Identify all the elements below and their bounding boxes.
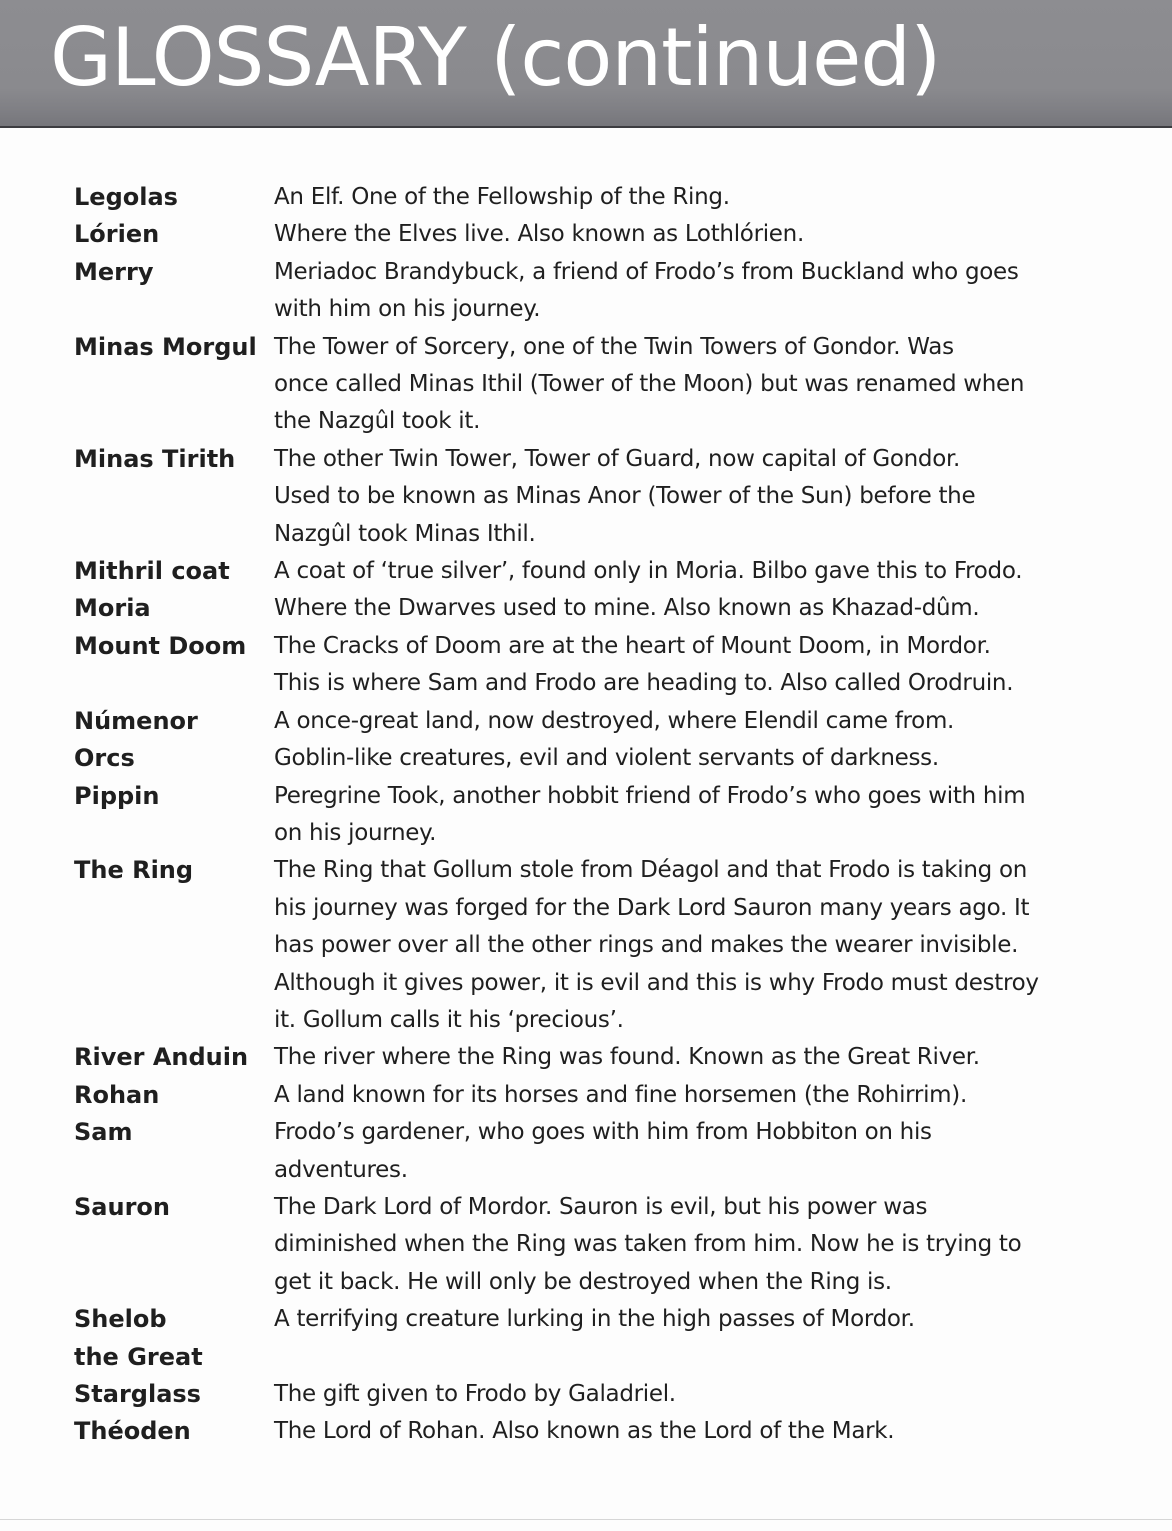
- definition-line: has power over all the other rings and makes the wearer invisible.: [274, 932, 1019, 959]
- glossary-definition: [274, 590, 1114, 627]
- glossary-term: Minas Morgul: [74, 332, 257, 361]
- glossary-entry: [74, 628, 1114, 703]
- definition-line: on his journey.: [274, 819, 437, 846]
- definition-line: Where the Elves live. Also known as Lothlórien.: [274, 221, 804, 248]
- glossary-entry: [74, 1376, 1114, 1413]
- glossary-term: Rohan: [74, 1080, 160, 1109]
- definition-line: [274, 1339, 1114, 1376]
- definition-line: once called Minas Ithil (Tower of the Moon) but was renamed when: [274, 371, 1025, 398]
- glossary-entry: [74, 703, 1114, 740]
- glossary-entry: [74, 852, 1114, 1039]
- glossary-term: Théoden: [74, 1417, 191, 1446]
- glossary-definition: [274, 1039, 1114, 1076]
- glossary-definition: [274, 179, 1114, 216]
- glossary-entry: [74, 254, 1114, 329]
- glossary-term: Sauron: [74, 1192, 170, 1221]
- glossary-definition: [274, 1114, 1114, 1189]
- glossary-definition: [274, 553, 1114, 590]
- glossary-definition: [274, 628, 1114, 703]
- glossary-definition: [274, 1376, 1114, 1413]
- glossary-entry: [74, 1039, 1114, 1076]
- definition-line: The Cracks of Doom are at the heart of Mount Doom, in Mordor.: [274, 632, 991, 659]
- definition-line: Used to be known as Minas Anor (Tower of the Sun) before the: [274, 483, 976, 510]
- glossary-entry: [74, 179, 1114, 216]
- definition-line: An Elf. One of the Fellowship of the Ring.: [274, 184, 730, 210]
- glossary-definition: [274, 703, 1114, 740]
- glossary-term: The Ring: [74, 856, 194, 885]
- glossary-definition: [274, 1189, 1114, 1301]
- glossary-definition: [274, 1301, 1114, 1376]
- glossary-definition: [274, 1413, 1114, 1450]
- glossary-term: Mount Doom: [74, 631, 247, 660]
- glossary-definition: [274, 740, 1114, 777]
- definition-line: The Ring that Gollum stole from Déagol and that Frodo is taking on: [274, 857, 1028, 884]
- definition-line: This is where Sam and Frodo are heading to. Also called Orodruin.: [274, 670, 1014, 697]
- header-band: [0, 0, 1172, 128]
- glossary-entry: [74, 216, 1114, 253]
- glossary-definition: [274, 254, 1114, 329]
- definition-line: diminished when the Ring was taken from him. Now he is trying to: [274, 1231, 1022, 1258]
- glossary-term: Númenor: [74, 706, 198, 735]
- definition-line: Nazgûl took Minas Ithil.: [274, 520, 536, 547]
- glossary-term: Moria: [74, 594, 151, 623]
- glossary-entry: [74, 1413, 1114, 1450]
- glossary-definition: [274, 1077, 1114, 1114]
- glossary-list: [74, 179, 1114, 1451]
- page-edge: [0, 1519, 1172, 1520]
- glossary-term: Pippin: [74, 781, 160, 810]
- glossary-definition: [274, 441, 1114, 553]
- glossary-term: Minas Tirith: [74, 444, 236, 473]
- definition-line: Peregrine Took, another hobbit friend of Frodo’s who goes with him: [274, 782, 1026, 809]
- definition-line: with him on his journey.: [274, 296, 541, 323]
- glossary-definition: [274, 778, 1114, 853]
- definition-line: A land known for its horses and fine horsemen (the Rohirrim).: [274, 1081, 967, 1108]
- glossary-definition: [274, 852, 1114, 1039]
- glossary-entry: [74, 329, 1114, 441]
- definition-line: A once-great land, now destroyed, where Elendil came from.: [274, 707, 955, 734]
- definition-line: his journey was forged for the Dark Lord Sauron many years ago. It: [274, 894, 1030, 921]
- glossary-entry: [74, 590, 1114, 627]
- glossary-term: Orcs: [74, 744, 135, 773]
- glossary-term: Starglass: [74, 1380, 201, 1408]
- definition-line: A terrifying creature lurking in the high passes of Mordor.: [274, 1306, 915, 1333]
- glossary-term: River Anduin: [74, 1043, 249, 1072]
- definition-line: the Nazgûl took it.: [274, 408, 481, 435]
- definition-line: The Lord of Rohan. Also known as the Lord of the Mark.: [274, 1418, 895, 1445]
- glossary-entry: [74, 553, 1114, 590]
- definition-line: Where the Dwarves used to mine. Also known as Khazad-dûm.: [274, 595, 980, 622]
- glossary-entry: [74, 740, 1114, 777]
- glossary-entry: [74, 1189, 1114, 1301]
- definition-line: The other Twin Tower, Tower of Guard, now capital of Gondor.: [274, 445, 961, 472]
- glossary-term: Mithril coat: [74, 557, 230, 586]
- definition-line: adventures.: [274, 1156, 408, 1183]
- glossary-definition: [274, 329, 1114, 441]
- definition-line: get it back. He will only be destroyed when the Ring is.: [274, 1268, 892, 1295]
- glossary-term: Sam: [74, 1118, 133, 1147]
- glossary-entry: [74, 441, 1114, 553]
- glossary-term: Merry: [74, 257, 154, 286]
- definition-line: The gift given to Frodo by Galadriel.: [274, 1381, 676, 1407]
- definition-line: The Tower of Sorcery, one of the Twin Towers of Gondor. Was: [274, 333, 954, 360]
- definition-line: Goblin-like creatures, evil and violent servants of darkness.: [274, 745, 939, 772]
- glossary-entry: [74, 1301, 1114, 1376]
- definition-line: it. Gollum calls it his ‘precious’.: [274, 1006, 624, 1033]
- definition-line: A coat of ‘true silver’, found only in Moria. Bilbo gave this to Frodo.: [274, 558, 1023, 585]
- definition-line: The river where the Ring was found. Known as the Great River.: [274, 1044, 980, 1071]
- glossary-definition: [274, 216, 1114, 253]
- definition-line: The Dark Lord of Mordor. Sauron is evil, but his power was: [274, 1193, 928, 1220]
- definition-line: Frodo’s gardener, who goes with him from Hobbiton on his: [274, 1119, 932, 1146]
- page-title: GLOSSARY (continued): [50, 11, 941, 104]
- glossary-entry: [74, 1077, 1114, 1114]
- glossary-term: Legolas: [74, 183, 178, 211]
- glossary-entry: [74, 1114, 1114, 1189]
- definition-line: Although it gives power, it is evil and this is why Frodo must destroy: [274, 969, 1039, 996]
- definition-line: Meriadoc Brandybuck, a friend of Frodo’s from Buckland who goes: [274, 258, 1019, 285]
- glossary-entry: [74, 778, 1114, 853]
- glossary-term: Lórien: [74, 220, 160, 249]
- glossary-term: Shelob the Great: [74, 1305, 203, 1371]
